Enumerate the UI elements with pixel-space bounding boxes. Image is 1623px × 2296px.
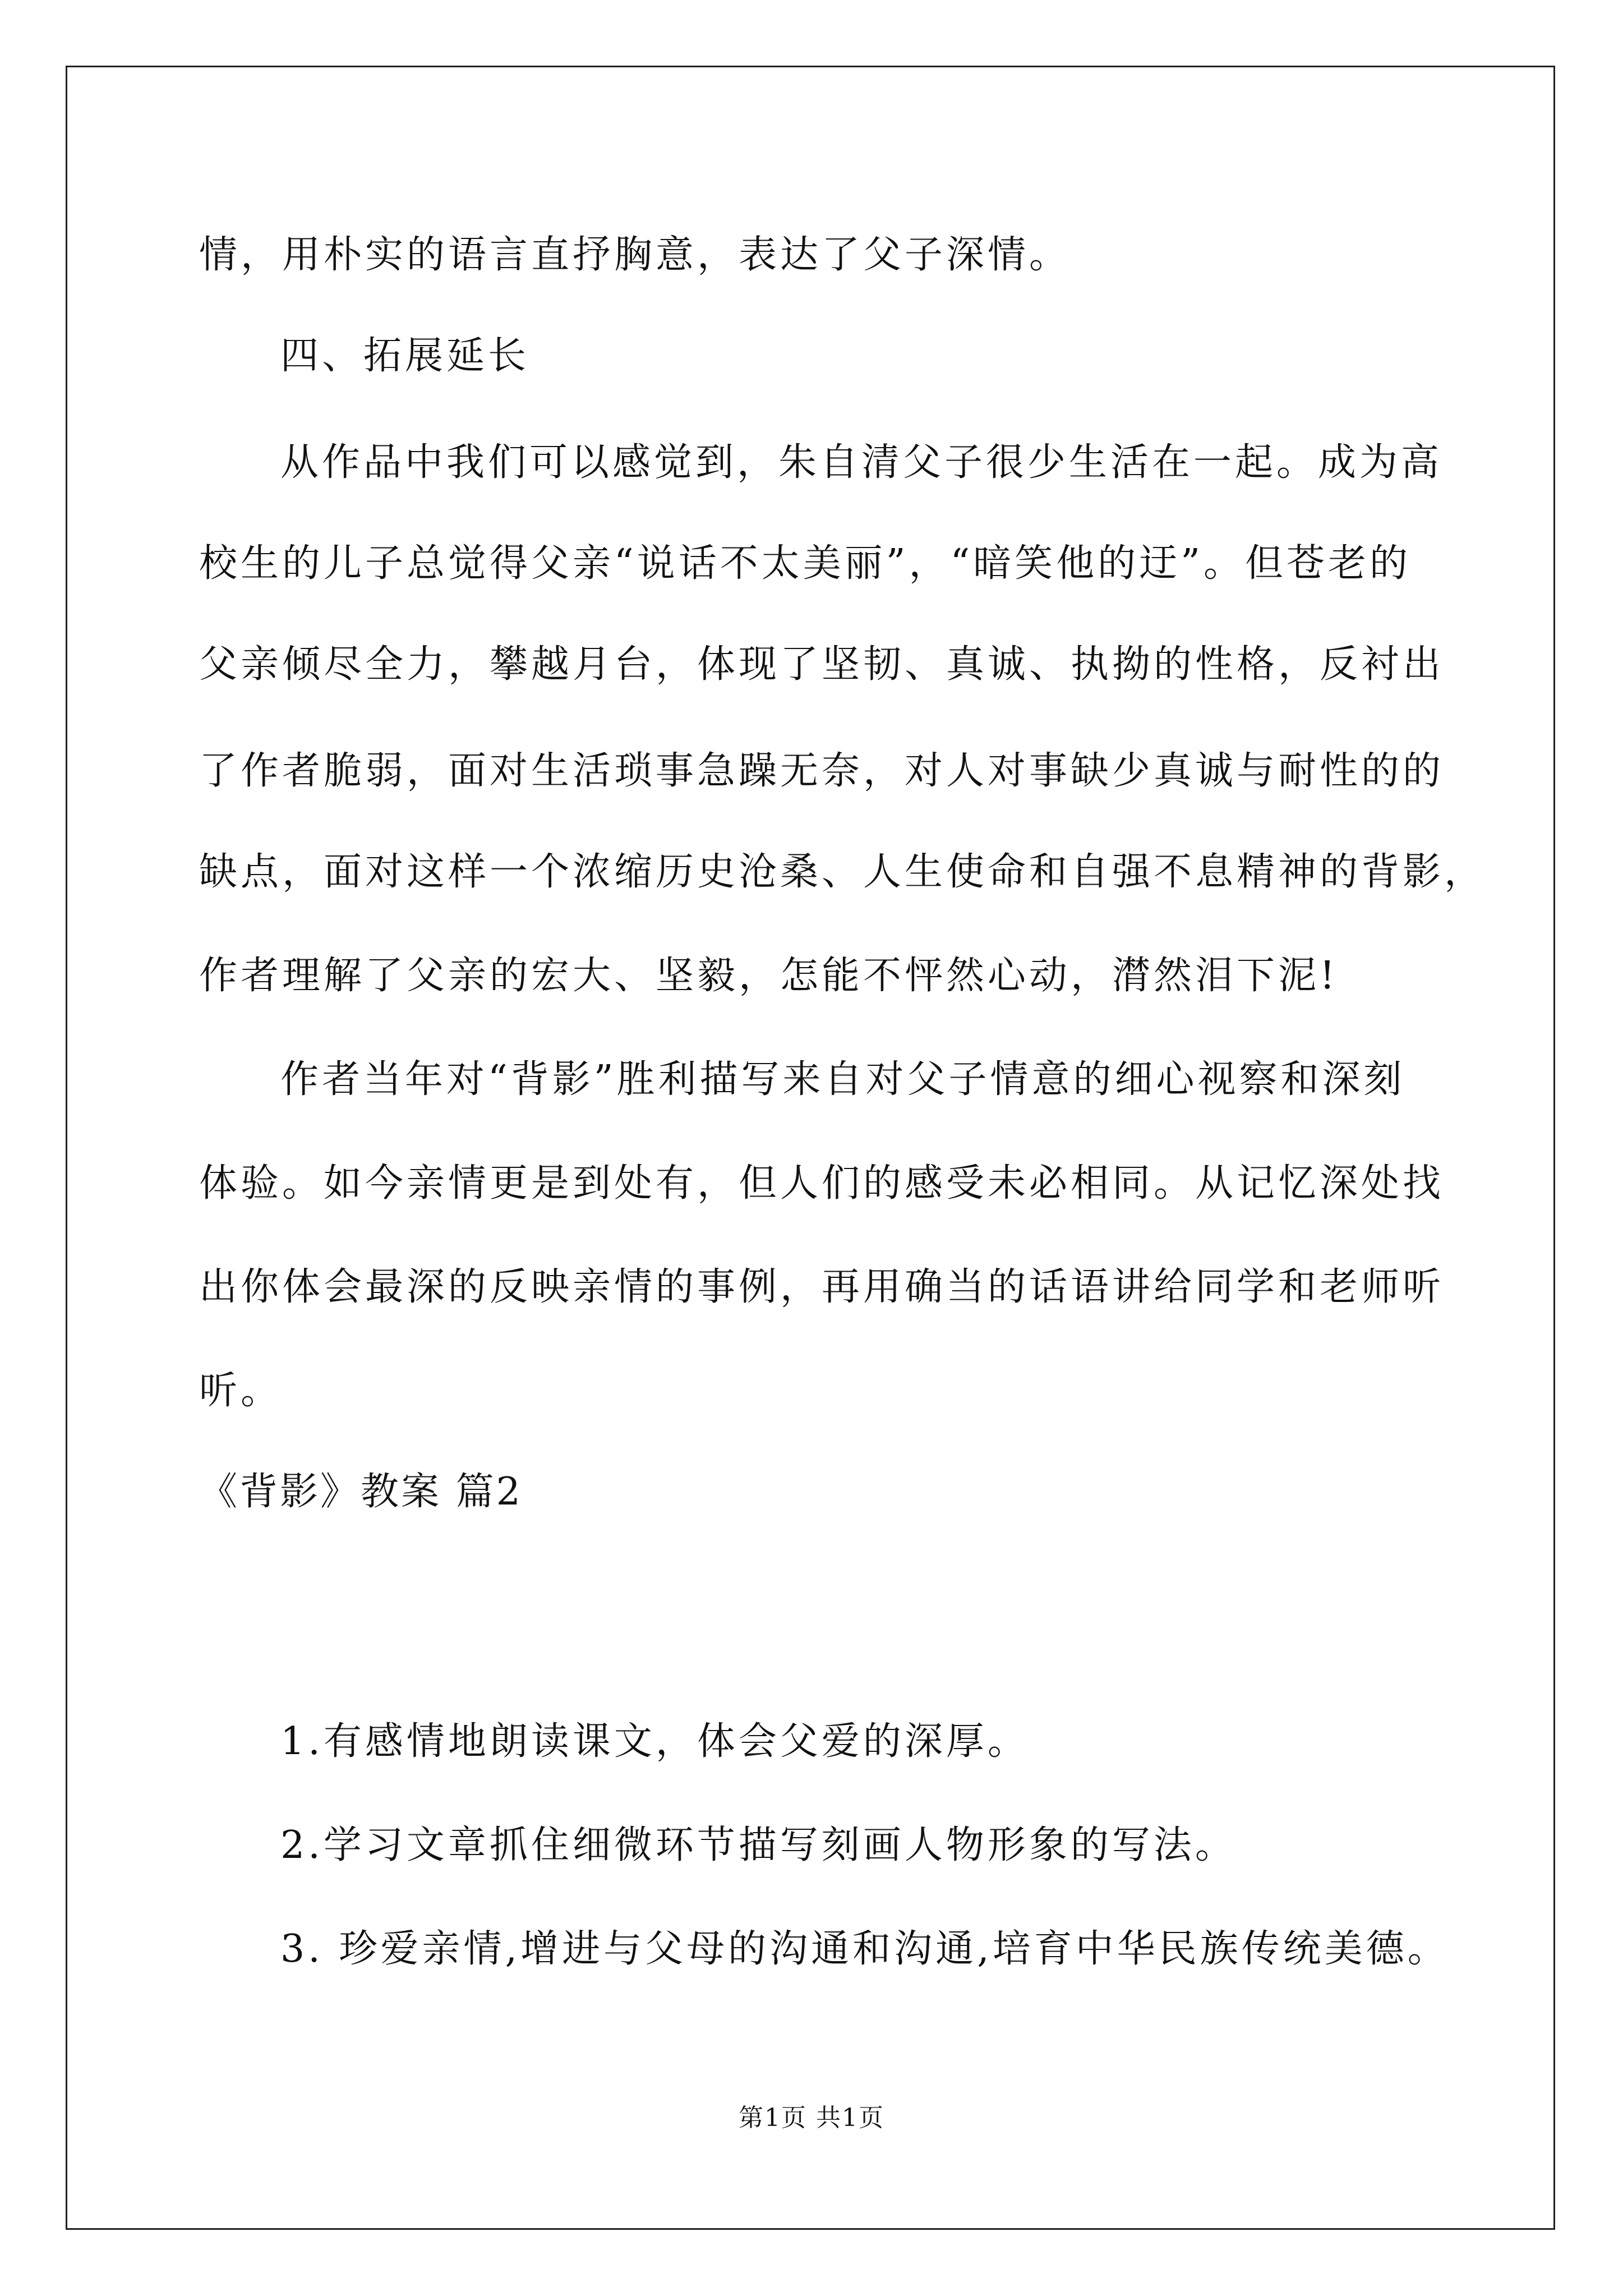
text-line: 作者理解了父亲的宏大、坚毅，怎能不怦然心动，潸然泪下泥! [199,954,1339,998]
text-line: 听。 [199,1369,283,1413]
text-line: 作者当年对“背影”胜利描写来自对父子情意的细心视察和深刻 [280,1057,1405,1102]
page-footer: 第1页 共1页 [739,2104,884,2132]
text-line: 出你体会最深的反映亲情的事例，再用确当的话语讲给同学和老师听 [199,1265,1445,1309]
text-line: 校生的儿子总觉得父亲“说话不太美丽”，“暗笑他的迂”。但苍老的 [199,541,1412,586]
list-item: 3. 珍爱亲情,增进与父母的沟通和沟通,培育中华民族传统美德。 [280,1927,1449,1971]
text-line: 从作品中我们可以感觉到，朱自清父子很少生活在一起。成为高 [280,440,1443,485]
text-line: 父亲倾尽全力，攀越月台，体现了坚韧、真诚、执拗的性格，反衬出 [199,642,1445,687]
text-line: 情，用朴实的语言直抒胸意，表达了父子深情。 [199,233,1071,277]
text-line: 了作者脆弱，面对生活琐事急躁无奈，对人对事缺少真诚与耐性的的 [199,749,1445,793]
article-title: 《背影》教案 篇2 [199,1470,523,1514]
section-heading: 四、拓展延长 [280,334,530,378]
list-item: 1.有感情地朗读课文，体会父爱的深厚。 [280,1719,1029,1764]
list-item: 2.学习文章抓住细微环节描写刻画人物形象的写法。 [280,1823,1237,1867]
text-line: 缺点，面对这样一个浓缩历史沧桑、人生使命和自强不息精神的背影， [199,850,1486,894]
text-line: 体验。如今亲情更是到处有，但人们的感受未必相同。从记忆深处找 [199,1161,1445,1205]
page-border [66,66,1555,2230]
